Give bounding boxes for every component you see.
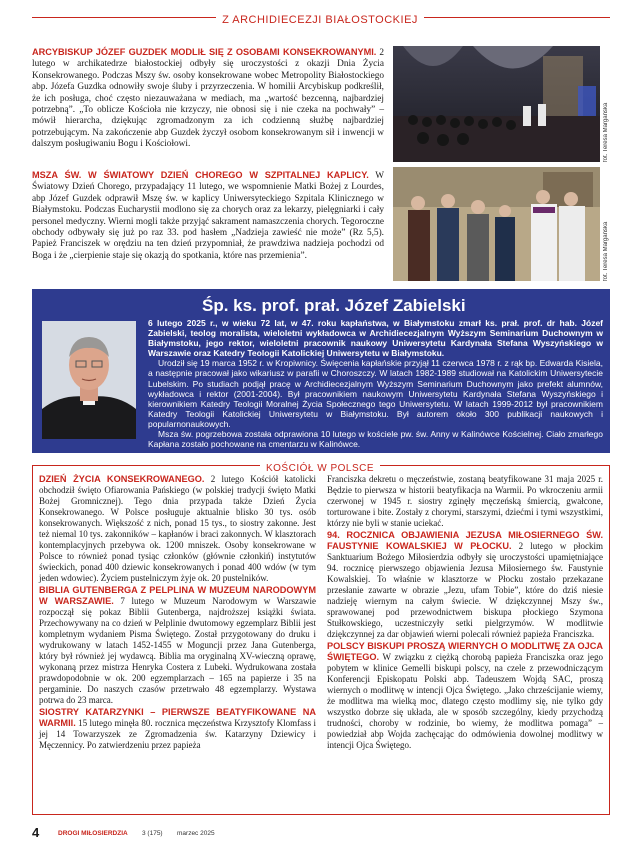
news-body: 2 lutego w płockim Sanktuarium Bożego Miłosierdzia odbyły się uroczystości upamiętniające 94. rocznicę pierwszego objawienia Jezusa Miłosiernego św. Faustynie Kowalskiej. To właśnie w klasztorze w Płocku zostało przekazane przesłanie zawarte w obrazie „Jezu, ufam Tobie”, które do dziś niesie nadzieję wiernym na całym świecie. W dziękczynnej Mszy św., sprawowanej pod przewodnictwem biskupa płockiego Szymona Stułkowskiego, uczestniczyły setki pielgrzymów. W modlitwie dziękczynnej za dar objawień wierni polecali również papieża Franciszka. [327, 541, 603, 639]
obituary-paragraph: Msza św. pogrzebowa została odprawiona 10 lutego w kościele pw. św. Anny w Kalinówce Kościelnej. Ciało zmarłego Kapłana zostało pochowane na cmentarzu w Kalinówce. [148, 429, 603, 450]
news-item [327, 641, 603, 751]
issue-number: 3 (175) [142, 830, 163, 837]
obituary-title: Śp. ks. prof. prał. Józef Zabielski [202, 296, 466, 315]
article-heading: MSZA ŚW. W ŚWIATOWY DZIEŃ CHOREGO W SZPITALNEJ KAPLICY. [32, 170, 369, 180]
news-heading: POLSCY BISKUPI PROSZĄ WIERNYCH O MODLITWĘ ZA OJCA ŚWIĘTEGO. [327, 641, 603, 662]
photo-cathedral-mass [393, 46, 600, 162]
obituary-paragraph: Urodził się 19 marca 1952 r. w Kropiwnicy. Święcenia kapłańskie przyjął 11 czerwca 1978 r. z rąk bp. Edwarda Kisiela, a następnie pracował jako wikariusz w parafii w Choroszczy. W latach 1982-1989 studiował na Katolickim Uniwersytecie Lubelskim. Po studiach podjął pracę w Archidiecezjalnym Wyższym Seminarium Duchownym jako prefekt alumnów, wykładowca i rektor (2001-2004). Był pracownikiem naukowym Uniwersytetu Kardynała Stefana Wyszyńskiego i kierownikiem Katedry Teologii Moralnej Życia Społecznego tego Uniwersytetu. W latach 1999-2012 był pracownikiem Katedry Teologii Katolickiej Uniwersytetu w Białymstoku. Był autorem około 300 publikacji naukowych i popularnonaukowych. [148, 358, 603, 429]
photo-credit: fot. Teresa Margańska [603, 102, 609, 162]
issue-date: marzec 2025 [177, 830, 215, 837]
section-title: KOŚCIÓŁ W POLSCE [260, 463, 380, 474]
news-heading: DZIEŃ ŻYCIA KONSEKROWANEGO. [39, 474, 205, 484]
section-title: Z ARCHIDIECEZJI BIAŁOSTOCKIEJ [216, 14, 424, 26]
news-body: Franciszka dekretu o męczeństwie, zostaną beatyfikowane 31 maja 2025 r. Będzie to pierwsza w historii beatyfikacja na Warmii. Po wkroczeniu armii czerwonej w 1945 r. siostry zginęły męczeńską śmiercią, gwałcone, torturowane i bite. Zostały z chorymi, starszymi, dziećmi i tymi wszystkimi, którzy nie byli w stanie uciekać. [327, 474, 603, 528]
article-heading: ARCYBISKUP JÓZEF GUZDEK MODLIŁ SIĘ Z OSOBAMI KONSEKROWANYMI. [32, 47, 377, 57]
magazine-name: DROGI MIŁOSIERDZIA [58, 830, 128, 837]
page-number: 4 [32, 825, 40, 840]
column-left [39, 474, 316, 751]
news-item [327, 530, 603, 640]
news-body: 2 lutego Kościół katolicki obchodził święto Ofiarowania Pańskiego (w polskiej tradycji święto Matki Bożej Gromnicznej). Tego dnia przypada także Dzień Życia Konsekrowanego. W Polsce posługuje aktualnie blisko 30 tys. osób konsekrowanych. Większość z nich, ponad 15 tys., to siostry zakonne. Jest też niemal 10 tys. zakonników – kapłanów i braci zakonnych. W klasztorach kontemplacyjnych przebywa ok. 1200 mniszek. Osoby konsekrowane w Polsce to również ponad tysiąc członków (głównie członkiń) instytutów świeckich, ponad 400 dziewic konsekrowanych i ponad 400 wdów (w tym jeden wdowiec). Życiem pustelniczym żyje ok. 20 pustelników. [39, 474, 317, 583]
news-item [327, 474, 603, 529]
news-item [39, 585, 316, 706]
news-heading: 94. ROCZNICA OBJAWIENIA JEZUSA MIŁOSIERNEGO ŚW. FAUSTYNIE KOWALSKIEJ W PŁOCKU. [327, 530, 603, 551]
column-right [327, 474, 603, 751]
photo-credit: fot. Teresa Margańska [603, 221, 609, 281]
obituary-text [148, 318, 603, 449]
news-heading: BIBLIA GUTENBERGA Z PELPLINA W MUZEUM NARODOWYM W WARSZAWIE. [39, 585, 316, 606]
news-body: W związku z ciężką chorobą papieża Franciszka oraz jego pobytem w klinice Gemelli biskupi polscy, na czele z przewodniczącym Konferencji Episkopatu Polski abp. Tadeuszem Wojdą SAC, proszą wiernych o modlitwę w intencji Ojca Świętego. „Jako chrześcijanie wiemy, że modlitwa ma wielką moc, dlatego często modlimy się, nie tylko gdy wszystko dobrze się układa, ale w sposób szczególny, kiedy przychodzą trudności, choroby w rodzinie, bo wiemy, że modlitwa pomaga” – powiedział abp Wojda zachęcając do odmówienia dowolnej modlitwy w intencji Ojca Świętego. [327, 652, 603, 750]
article-day-of-sick [32, 170, 384, 262]
obituary-lead: 6 lutego 2025 r., w wieku 72 lat, w 47. roku kapłaństwa, w Białymstoku zmarł ks. prał. prof. dr hab. Józef Zabielski, teolog moralista, wieloletni wykładowca w Archidiecezjalnym Wyższym Seminarium Duchownym w Białymstoku, jego rektor, wieloletni pracownik naukowy Uniwersytetu Kardynała Stefana Wyszyńskiego w Warszawie oraz Katedry Teologii Katolickiej Uniwersytetu w Białymstoku. [148, 318, 603, 359]
photo-hospital-chapel [393, 167, 600, 281]
section-header-archdiocese [0, 10, 640, 28]
news-heading: SIOSTRY KATARZYNKI – PIERWSZE BEATYFIKOWANE NA WARMII. [39, 707, 316, 728]
obituary-box [32, 289, 610, 453]
obituary-portrait [42, 321, 136, 439]
news-body: 15 lutego minęła 80. rocznica męczeństwa Krzysztofy Klomfass i jej 14 Towarzyszek ze Zgromadzenia św. Katarzyny Dziewicy i Męczennicy. Po zatwierdzeniu przez papieża [39, 718, 316, 750]
article-consecrated-life [32, 47, 384, 151]
news-body: 7 lutego w Muzeum Narodowym w Warszawie rozpoczął się pokaz Biblii Gutenberga, najdroższej książki świata. Przechowywany na co dzień w Pelplinie dwutomowy egzemplarz Biblii jest kompletnym wydaniem Pisma Świętego. Został przygotowany do druku i wydrukowany w latach 1452-1455 w Moguncji przez Jana Gutenberga, który był również jej wydawcą. Biblia ma oryginalną XV-wieczną oprawę, wykonaną przez mistrza Henryka Costera z Lubeki. Wydrukowana została prawdopodobnie w ok. 200 egzemplarzach – 165 na papierze i 35 na pergaminie. Do naszych czasów przetrwało 48 egzemplarzy. Wystawa potrwa do 23 marca. [39, 596, 316, 705]
news-item [39, 707, 316, 751]
article-body: W Światowy Dzień Chorego, przypadający 11 lutego, we wspomnienie Matki Bożej z Lourdes, abp Józef Guzdek odprawił Mszę św. w kaplicy Uniwersyteckiego Szpitala Klinicznego w Białymstoku. Podczas Eucharystii modlono się za chorych oraz za lekarzy, pielęgniarki i cały personel medyczny. Wierni mogli także przyjąć sakrament namaszczenia chorych. Tegoroczne obchody odbywały się już po raz 33. pod hasłem „Nadzieja zawieść nie może” (Rz 5,5). Papież Franciszek w orędziu na ten dzień przypomniał, że prawdziwa nadzieja pochodzi od Boga i że „cierpienie staje się okazją do spotkania, które nas przemienia”. [32, 171, 384, 261]
article-body: 2 lutego w archikatedrze białostockiej odbyły się uroczystości z okazji Dnia Życia Konsekrowanego. Podczas Mszy św. osoby konsekrowane wobec Metropolity Białostockiego abp. Józefa Guzdka odnowiły swoje śluby i przyrzeczenia. W homilii Arcybiskup podkreślił, że ich posługa, choć często niezauważana w mediach, ma „wartość bezcenną, najbardziej potrzebną”. „To oblicze Kościoła nie krzyczy, nie obnosi się i nie czeka na pochwały” – mówił hierarcha, dziękując zgromadzonym za ich codzienną służbę najbardziej potrzebującym. Na zakończenie abp Guzdek życzył osobom konsekrowanym sił i inwencji w dalszym posługiwaniu Bogu i Kościołowi. [32, 48, 384, 150]
news-item [39, 474, 316, 584]
